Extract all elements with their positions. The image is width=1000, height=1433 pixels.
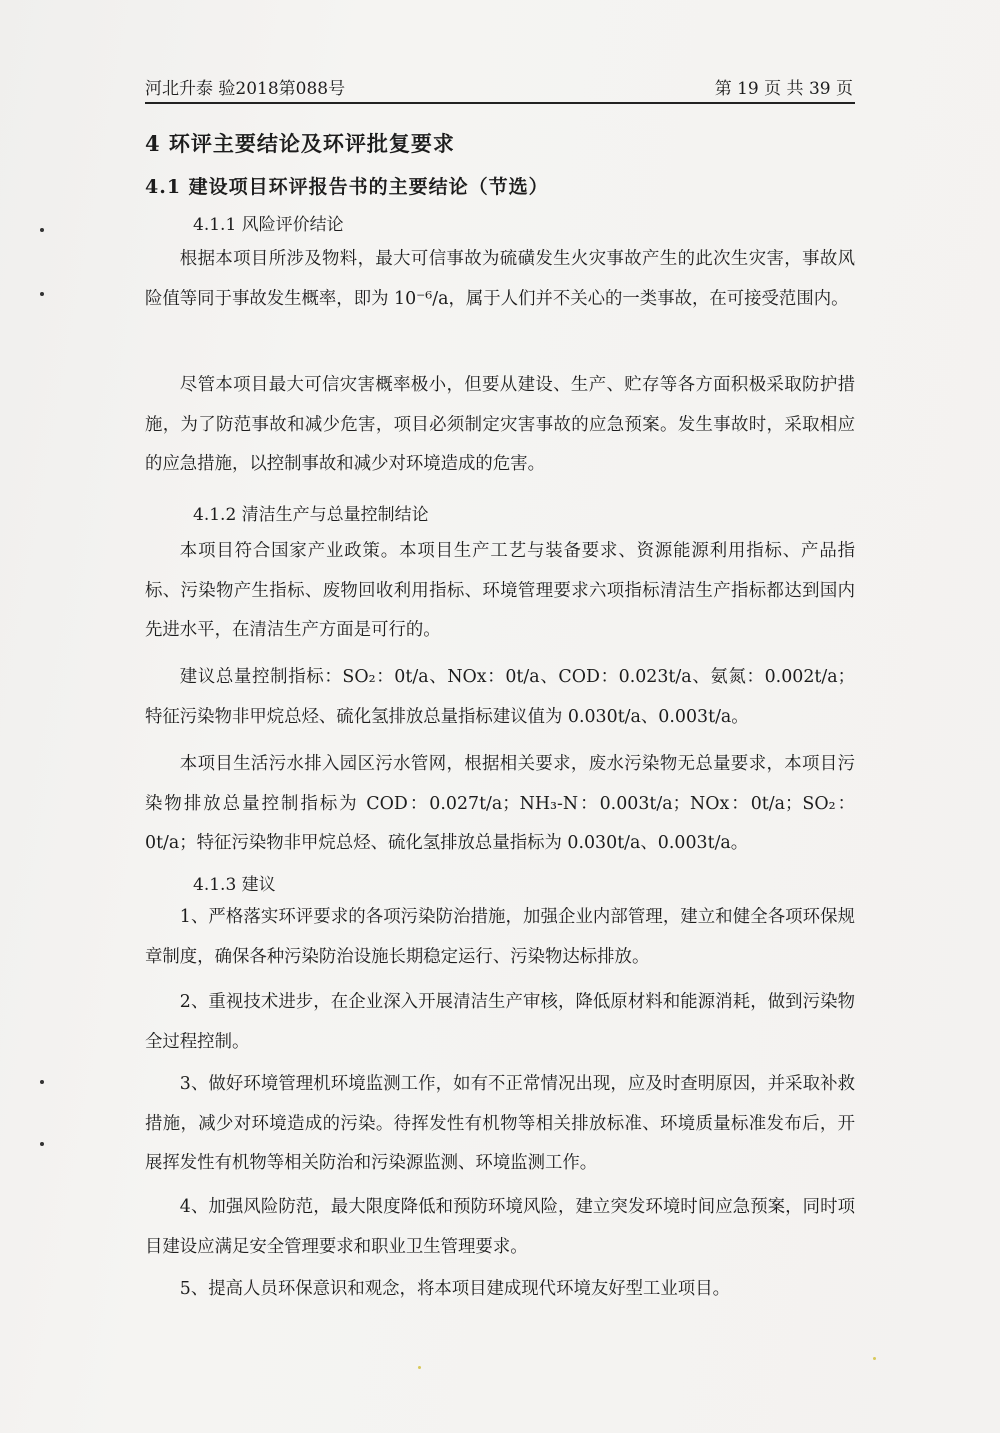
document-number: 河北升泰 验2018第088号 bbox=[145, 79, 346, 99]
punch-hole-mark bbox=[40, 1142, 44, 1146]
page-header bbox=[145, 68, 855, 104]
page-number: 第 19 页 共 39 页 bbox=[714, 79, 853, 99]
section-title: 4 环评主要结论及环评批复要求 bbox=[145, 131, 455, 156]
clean-paragraph-1: 本项目符合国家产业政策。本项目生产工艺与装备要求、资源能源利用指标、产品指标、污染物产生指标、废物回收利用指标、环境管理要求六项指标清洁生产指标都达到国内先进水平，在清洁生产方面是可行的。 bbox=[145, 541, 855, 640]
scan-fleck bbox=[418, 1366, 421, 1369]
suggestion-item: 4、加强风险防范，最大限度降低和预防环境风险，建立突发环境时间应急预案，同时项目建设应满足安全管理要求和职业卫生管理要求。 bbox=[145, 1197, 855, 1257]
clean-production-heading: 4.1.2 清洁生产与总量控制结论 bbox=[193, 505, 429, 525]
risk-paragraph-1: 根据本项目所涉及物料，最大可信事故为硫磺发生火灾事故产生的此次生灾害，事故风险值等同于事故发生概率，即为 10⁻⁶/a，属于人们并不关心的一类事故，在可接受范围内。 bbox=[145, 249, 855, 309]
suggestions-heading: 4.1.3 建议 bbox=[193, 875, 276, 895]
subsection-title: 4.1 建设项目环评报告书的主要结论（节选） bbox=[145, 176, 549, 198]
suggestion-item: 3、做好环境管理机环境监测工作，如有不正常情况出现，应及时查明原因，并采取补救措施，减少对环境造成的污染。待挥发性有机物等相关排放标准、环境质量标准发布后，开展挥发性有机物等相关防治和污染源监测、环境监测工作。 bbox=[145, 1074, 855, 1173]
scan-fleck bbox=[873, 1357, 876, 1360]
punch-hole-mark bbox=[40, 228, 44, 232]
suggestion-item: 5、提高人员环保意识和观念，将本项目建成现代环境友好型工业项目。 bbox=[179, 1279, 730, 1299]
clean-paragraph-3: 本项目生活污水排入园区污水管网，根据相关要求，废水污染物无总量要求，本项目污染物排放总量控制指标为 COD：0.027t/a；NH₃-N：0.003t/a；NOx：0t/a；SO₂：0t/a；特征污染物非甲烷总烃、硫化氢排放总量指标为 0.030t/a、0.003t/a。 bbox=[145, 754, 855, 853]
risk-heading: 4.1.1 风险评价结论 bbox=[193, 215, 344, 235]
clean-paragraph-2: 建议总量控制指标：SO₂：0t/a、NOx：0t/a、COD：0.023t/a、氨氮：0.002t/a；特征污染物非甲烷总烃、硫化氢排放总量指标建议值为 0.030t/a、0.003t/a。 bbox=[145, 667, 855, 727]
punch-hole-mark bbox=[40, 292, 44, 296]
suggestion-item: 1、严格落实环评要求的各项污染防治措施，加强企业内部管理，建立和健全各项环保规章制度，确保各种污染防治设施长期稳定运行、污染物达标排放。 bbox=[145, 907, 855, 967]
punch-hole-mark bbox=[40, 1080, 44, 1084]
suggestion-item: 2、重视技术进步，在企业深入开展清洁生产审核，降低原材料和能源消耗，做到污染物全过程控制。 bbox=[145, 992, 855, 1052]
risk-paragraph-2: 尽管本项目最大可信灾害概率极小，但要从建设、生产、贮存等各方面积极采取防护措施，为了防范事故和减少危害，项目必须制定灾害事故的应急预案。发生事故时，采取相应的应急措施，以控制事故和减少对环境造成的危害。 bbox=[145, 375, 855, 474]
